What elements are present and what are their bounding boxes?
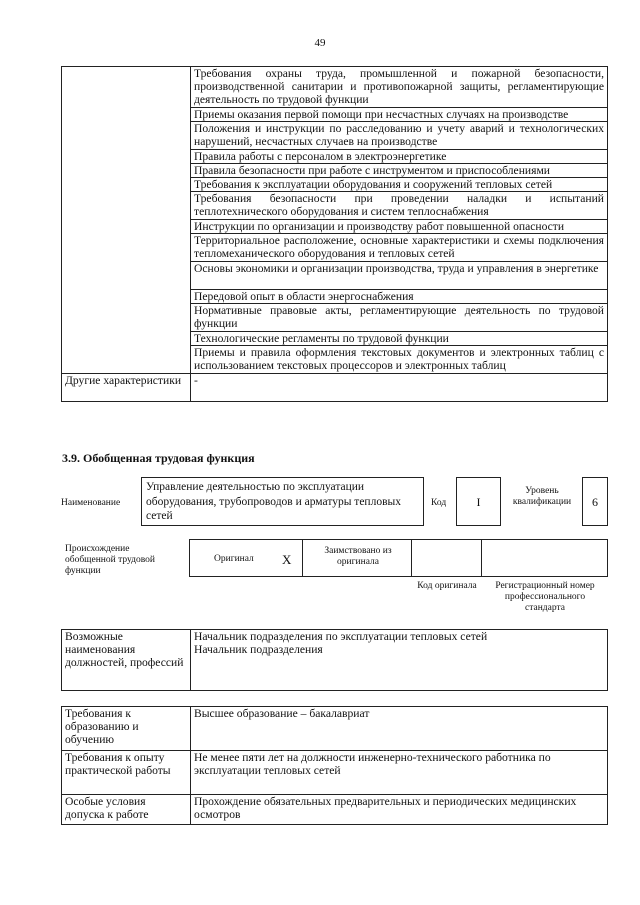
- knowledge-item: Приемы и правила оформления текстовых документов и электронных таблиц с использованием текстовых процессоров и электронных таблиц: [191, 346, 608, 374]
- level-label: Уровень квалификации: [512, 486, 572, 507]
- knowledge-item: Приемы оказания первой помощи при несчастных случаях на производстве: [191, 108, 608, 122]
- requirement-label: Особые условия допуска к работе: [62, 795, 191, 825]
- positions-table: [61, 629, 608, 691]
- knowledge-item: Инструкции по организации и производству работ повышенной опасности: [191, 220, 608, 234]
- level-value: 6: [582, 477, 608, 526]
- table-row: [62, 630, 608, 691]
- knowledge-item: Нормативные правовые акты, регламентирующие деятельность по трудовой функции: [191, 304, 608, 332]
- divider: [481, 540, 482, 576]
- knowledge-item: Требования к эксплуатации оборудования и сооружений тепловых сетей: [191, 178, 608, 192]
- requirement-value: Прохождение обязательных предварительных и периодических медицинских осмотров: [191, 795, 608, 825]
- positions-cell: [191, 630, 608, 691]
- requirement-value: Не менее пяти лет на должности инженерно-технического работника по эксплуатации тепловых сетей: [191, 751, 608, 795]
- original-mark: X: [282, 552, 292, 567]
- table-row: [62, 67, 608, 108]
- divider: [302, 540, 303, 576]
- knowledge-item: Требования охраны труда, промышленной и пожарной безопасности, производственной санитарии и противопожарной защиты, регламентирующие деятельность по трудовой функции: [191, 67, 608, 108]
- name-label: Наименование: [61, 498, 121, 508]
- origin-box: [189, 539, 608, 577]
- borrowed-label: Заимствовано из оригинала: [324, 546, 392, 567]
- requirements-table: [61, 706, 608, 825]
- knowledge-item: Положения и инструкции по расследованию и учету аварий и технологических нарушений, несчастных случаев на производстве: [191, 122, 608, 150]
- requirement-label: Требования к образованию и обучению: [62, 707, 191, 751]
- knowledge-item: Правила работы с персоналом в электроэнергетике: [191, 150, 608, 164]
- position-item: Начальник подразделения: [194, 643, 323, 656]
- knowledge-item: Требования безопасности при проведении наладки и испытаний теплотехнического оборудования и систем теплоснабжения: [191, 192, 608, 220]
- code-label: Код: [431, 498, 447, 508]
- reg-number-caption: Регистрационный номер профессионального стандарта: [495, 581, 595, 613]
- position-item: Начальник подразделения по эксплуатации тепловых сетей: [194, 630, 488, 643]
- knowledge-item: Правила безопасности при работе с инструментом и приспособлениями: [191, 164, 608, 178]
- requirement-value: Высшее образование – бакалавриат: [191, 707, 608, 751]
- knowledge-item: Технологические регламенты по трудовой функции: [191, 332, 608, 346]
- table-row: [62, 374, 608, 402]
- table-row: [62, 795, 608, 825]
- page-number: 49: [314, 37, 326, 49]
- origin-label: Происхождение обобщенной трудовой функции: [65, 544, 155, 576]
- knowledge-item: Территориальное расположение, основные характеристики и схемы подключения тепломеханического оборудования и тепловых сетей: [191, 234, 608, 262]
- code-value: I: [456, 477, 501, 526]
- orig-code-caption: Код оригинала: [417, 581, 477, 591]
- other-value: -: [191, 374, 608, 402]
- knowledge-table: [61, 66, 608, 402]
- divider: [411, 540, 412, 576]
- section-title: 3.9. Обобщенная трудовая функция: [62, 451, 255, 465]
- positions-label: Возможные наименования должностей, профессий: [62, 630, 191, 691]
- table-row: [62, 707, 608, 751]
- other-label: Другие характеристики: [62, 374, 191, 402]
- original-label: Оригинал: [214, 554, 254, 564]
- knowledge-item: Основы экономики и организации производства, труда и управления в энергетике: [191, 262, 608, 290]
- name-value: Управление деятельностью по эксплуатации оборудования, трубопроводов и арматуры тепловых сетей: [141, 477, 424, 526]
- table-cell-empty: [62, 67, 191, 374]
- requirement-label: Требования к опыту практической работы: [62, 751, 191, 795]
- knowledge-item: Передовой опыт в области энергоснабжения: [191, 290, 608, 304]
- table-row: [62, 751, 608, 795]
